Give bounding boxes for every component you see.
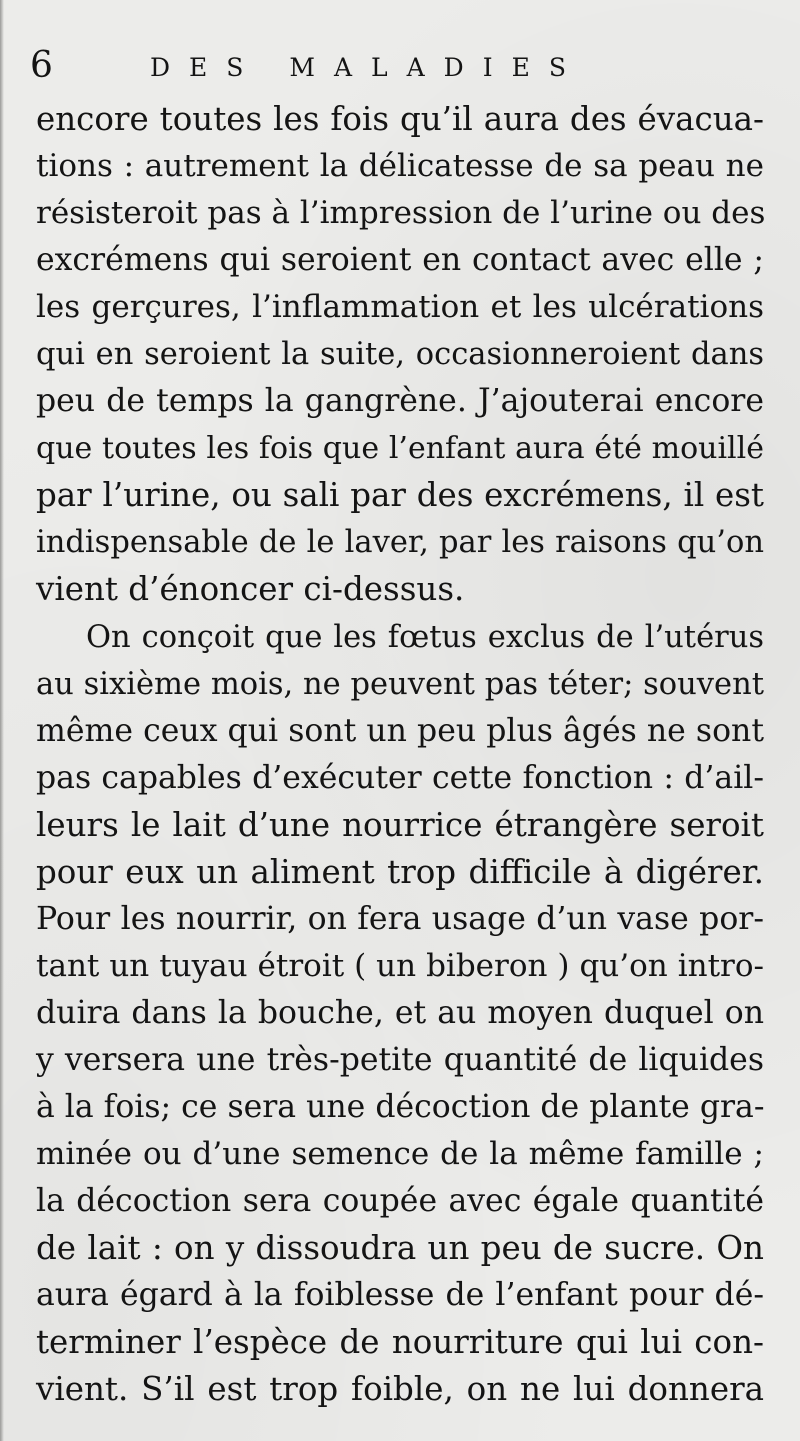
text-line: excrémens qui seroient en contact avec elle ;: [36, 242, 764, 279]
page-header: [30, 44, 770, 88]
text-line: tions : autrement la délicatesse de sa peau ne: [36, 148, 764, 185]
text-line: encore toutes les fois qu’il aura des évacua-: [36, 100, 764, 138]
page-binding-shadow: [0, 0, 4, 1441]
text-line: vient d’énoncer ci-dessus.: [36, 570, 465, 609]
paragraph-2: [36, 614, 764, 1414]
text-line: aura égard à la foiblesse de l’enfant pour dé-: [36, 1277, 764, 1314]
text-line: résisteroit pas à l’impression de l’urine ou des: [36, 195, 766, 232]
text-line: On conçoit que les fœtus exclus de l’utérus: [86, 619, 764, 655]
text-line: même ceux qui sont un peu plus âgés ne sont: [36, 712, 764, 749]
text-line: pas capables d’exécuter cette fonction : d’ail-: [36, 759, 764, 796]
running-head: DES MALADIES: [150, 53, 585, 82]
text-line: par l’urine, ou sali par des excrémens, il est: [36, 476, 764, 515]
text-line: tant un tuyau étroit ( un biberon ) qu’on intro-: [36, 947, 764, 984]
text-line: duira dans la bouche, et au moyen duquel on: [36, 994, 764, 1031]
text-line: peu de temps la gangrène. J’ajouterai encore: [36, 383, 764, 420]
text-line: de lait : on y dissoudra un peu de sucre. On: [36, 1229, 764, 1268]
text-line: y versera une très-petite quantité de liquides: [36, 1041, 764, 1078]
text-line: à la fois; ce sera une décoction de plante gra-: [36, 1088, 765, 1125]
body-text: [36, 96, 764, 1413]
text-line: vient. S’il est trop foible, on ne lui donnera: [36, 1370, 764, 1409]
text-line: Pour les nourrir, on fera usage d’un vase por-: [36, 900, 764, 937]
text-line: la décoction sera coupée avec égale quantité: [36, 1183, 764, 1220]
text-line: au sixième mois, ne peuvent pas téter; souvent: [36, 666, 764, 702]
paragraph-1: [36, 96, 764, 614]
text-line: indispensable de le laver, par les raisons qu’on: [36, 525, 764, 561]
text-line: pour eux un aliment trop difficile à digérer.: [36, 852, 764, 891]
text-line: leurs le lait d’une nourrice étrangère seroit: [36, 805, 764, 844]
text-line: que toutes les fois que l’enfant aura été mouillé: [36, 431, 764, 467]
text-line: terminer l’espèce de nourriture qui lui con-: [36, 1323, 764, 1362]
text-line: minée ou d’une semence de la même famille ;: [36, 1136, 764, 1173]
text-line: qui en seroient la suite, occasionneroient dans: [36, 337, 764, 373]
page-number: 6: [30, 45, 53, 86]
text-line: les gerçures, l’inflammation et les ulcérations: [36, 289, 764, 326]
